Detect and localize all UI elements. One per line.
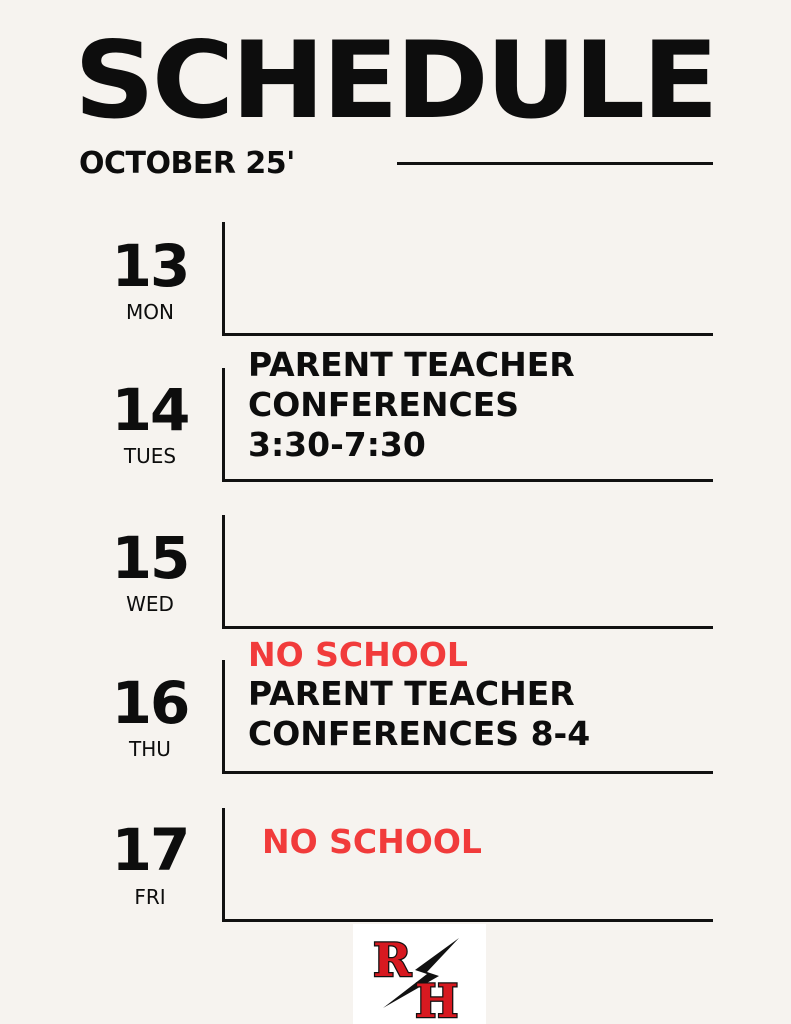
month-subtitle: OCTOBER 25' bbox=[79, 146, 295, 181]
day-name: FRI bbox=[134, 885, 166, 909]
day-number: 17 bbox=[111, 816, 189, 884]
event-text: 3:30-7:30 bbox=[248, 425, 426, 464]
day-number: 15 bbox=[111, 524, 189, 592]
row-divider-vertical bbox=[222, 368, 225, 482]
no-school-notice: NO SCHOOL bbox=[262, 822, 482, 861]
row-divider-vertical bbox=[222, 515, 225, 629]
svg-text:H: H bbox=[415, 974, 459, 1024]
event-text: PARENT TEACHER bbox=[248, 674, 575, 713]
event-text: PARENT TEACHER bbox=[248, 345, 575, 384]
subtitle-divider bbox=[397, 162, 713, 165]
day-name: MON bbox=[126, 300, 174, 324]
event-text: CONFERENCES 8-4 bbox=[248, 714, 591, 753]
rh-logo-icon bbox=[353, 924, 486, 1024]
svg-text:R: R bbox=[373, 933, 412, 987]
day-number: 14 bbox=[111, 376, 189, 444]
school-logo bbox=[353, 924, 486, 1024]
row-divider-vertical bbox=[222, 222, 225, 336]
row-divider-horizontal bbox=[222, 333, 713, 336]
no-school-notice: NO SCHOOL bbox=[248, 635, 468, 674]
row-divider-horizontal bbox=[222, 771, 713, 774]
day-name: THU bbox=[129, 737, 171, 761]
row-divider-vertical bbox=[222, 808, 225, 922]
row-divider-horizontal bbox=[222, 919, 713, 922]
day-name: TUES bbox=[123, 444, 177, 468]
row-divider-horizontal bbox=[222, 479, 713, 482]
day-number: 16 bbox=[111, 669, 189, 737]
page-title: SCHEDULE bbox=[74, 19, 716, 142]
event-text: CONFERENCES bbox=[248, 385, 520, 424]
day-name: WED bbox=[126, 592, 174, 616]
row-divider-horizontal bbox=[222, 626, 713, 629]
day-number: 13 bbox=[111, 232, 189, 300]
row-divider-vertical bbox=[222, 660, 225, 774]
